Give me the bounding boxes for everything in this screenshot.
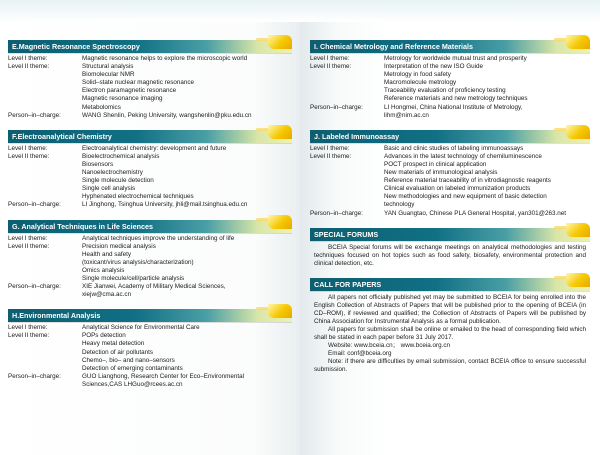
top-band — [0, 0, 300, 22]
level2-item: Hyphenated electrochemical techniques — [82, 193, 194, 201]
right-page — [300, 0, 600, 455]
section-title-bar — [310, 278, 590, 291]
section-title: E.Magnetic Resonance Spectroscopy — [12, 42, 140, 51]
call-for-papers-section — [310, 278, 590, 374]
level1-label: Level I theme: — [8, 234, 48, 242]
decorative-tab — [268, 35, 292, 49]
level2-item: New materials of immunological analysis — [384, 169, 498, 177]
program-section — [8, 220, 292, 300]
program-section — [8, 130, 292, 210]
level1-label: Level I theme: — [310, 144, 350, 152]
person-row — [8, 201, 292, 209]
level1-row — [310, 55, 590, 63]
program-section — [310, 130, 590, 218]
level2-label: Level II theme: — [8, 63, 50, 71]
level2-row — [310, 63, 590, 71]
level2-label: Level II theme: — [8, 152, 50, 160]
program-section — [8, 309, 292, 389]
person-label: Person–in–charge: — [8, 283, 61, 291]
level2-item: Biomolecular NMR — [82, 71, 135, 79]
decorative-tab — [566, 273, 590, 287]
person-label: Person–in–charge: — [310, 209, 363, 217]
level2-item: POCT prospect in clinical application — [384, 160, 487, 168]
person-value: LI Hongmei, China National Institute of Metrology, — [384, 103, 523, 111]
section-title-bar — [8, 220, 292, 233]
level2-item: Precision medical analysis — [82, 242, 156, 250]
right-sections — [310, 40, 590, 218]
person-value: GUO Lianghong, Research Center for Eco–Environmental — [82, 372, 245, 380]
website-line: Website: www.bceia.cn； www.bceia.org.cn — [328, 341, 451, 349]
level2-item: Biosensors — [82, 160, 114, 168]
level2-item: Reference materials and new metrology techniques — [384, 95, 528, 103]
level2-label: Level II theme: — [310, 63, 352, 71]
person-value: LI Jinghong, Tsinghua University, jhli@mail.tsinghua.edu.cn — [82, 201, 248, 209]
level2-item: Clinical evaluation on labeled immunization products — [384, 185, 531, 193]
level1-row — [8, 55, 292, 63]
section-title: F.Electroanalytical Chemistry — [12, 131, 112, 141]
person-label: Person–in–charge: — [310, 103, 363, 111]
level2-item: Interpretation of the new ISO Guide — [384, 63, 484, 71]
section-title-bar — [8, 130, 292, 143]
program-section — [310, 40, 590, 120]
level2-label: Level II theme: — [310, 152, 352, 160]
level1-value: Magnetic resonance helps to explore the microscopic world — [82, 55, 248, 62]
level2-item: Traceability evaluation of proficiency testing — [384, 87, 506, 95]
level2-item: Detection of emerging contaminants — [82, 364, 183, 372]
level2-item: Detection of air pollutants — [82, 348, 154, 356]
person-row — [8, 373, 292, 381]
level2-item: Omics analysis — [82, 266, 125, 274]
person-label: Person–in–charge: — [8, 201, 61, 209]
level2-item: Magnetic resonance imaging — [82, 95, 163, 103]
person-row — [310, 104, 590, 112]
level1-label: Level I theme: — [8, 55, 48, 62]
section-title: CALL FOR PAPERS — [314, 279, 382, 289]
section-title-bar — [310, 40, 590, 53]
person-value: Sciences,CAS LHGuo@rcees.ac.cn — [82, 380, 183, 388]
program-section — [8, 40, 292, 120]
level2-label: Level II theme: — [8, 242, 50, 250]
person-label: Person–in–charge: — [8, 372, 61, 380]
section-title-bar — [310, 228, 590, 241]
level2-row — [310, 153, 590, 161]
special-forums-section — [310, 228, 590, 268]
level2-row — [8, 243, 292, 251]
level2-item: New methodologies and new equipment of basic detection — [384, 193, 547, 201]
level2-item: Metabolomics — [82, 103, 121, 111]
section-title: G. Analytical Techniques in Life Sciences — [12, 221, 153, 231]
section-title: SPECIAL FORUMS — [314, 229, 379, 239]
person-value: XIE Jianwei, Academy of Military Medical Sciences, — [82, 283, 226, 291]
decorative-tab — [566, 223, 590, 237]
call-paragraph: Note: if there are difficulties by email submission, contact BCEIA office to ensure successful submission. — [314, 357, 586, 373]
level2-label: Level II theme: — [8, 332, 50, 340]
top-band — [300, 0, 600, 22]
call-paragraph: All papers not officially published yet may be submitted to BCEIA for being enrolled into the English Collection of Abstracts of Papers that will be published prior to the opening of BCEIA (in CD–ROM), if reviewed and qualified; the Collection of Abstracts of Papers will be published by China Association for Instrumental Analysis as a formal publication. — [314, 293, 586, 325]
level2-item: Advances in the latest technology of chemiluminescence — [384, 152, 542, 160]
decorative-tab — [566, 125, 590, 139]
level1-value: Basic and clinic studies of labeling immunoassays — [384, 144, 524, 152]
person-row — [8, 112, 292, 120]
person-value: xiejw@cma.ac.cn — [82, 291, 132, 299]
person-label: Person–in–charge: — [8, 111, 61, 119]
person-value: lihm@nim.ac.cn — [384, 111, 429, 119]
decorative-tab — [268, 304, 292, 318]
person-value: WANG Shenlin, Peking University, wangshenlin@pku.edu.cn — [82, 111, 252, 119]
decorative-tab — [268, 215, 292, 229]
level2-item: Bioelectrochemical analysis — [82, 152, 160, 160]
level2-item: Macromolecule metrology — [384, 79, 457, 87]
level2-item: Single molecule detection — [82, 177, 154, 185]
left-sections — [8, 40, 292, 389]
email-line: Email: conf@bceia.org — [328, 349, 392, 357]
level1-row — [8, 145, 292, 153]
level2-row — [8, 153, 292, 161]
level2-item: POPs detection — [82, 332, 126, 340]
level2-item: Chemo–, bio– and nano–sensors — [82, 356, 175, 364]
level2-item: Single molecule/cell/particle analysis — [82, 274, 185, 282]
level2-item: technology — [384, 201, 415, 209]
level2-item: Solid–state nuclear magnetic resonance — [82, 79, 195, 87]
section-title: H.Environmental Analysis — [12, 311, 101, 321]
level2-item: Electron paramagnetic resonance — [82, 87, 177, 95]
level2-row — [8, 332, 292, 340]
level1-label: Level I theme: — [8, 144, 48, 152]
section-title-bar — [8, 309, 292, 322]
level2-item: Nanoelectrochemistry — [82, 169, 143, 177]
person-row — [310, 210, 590, 218]
level2-row — [8, 63, 292, 71]
level2-item: Health and safety — [82, 250, 132, 258]
person-value: YAN Guangtao, Chinese PLA General Hospital, yan301@263.net — [384, 209, 567, 217]
level2-item: Single cell analysis — [82, 185, 136, 193]
level2-item: Heavy metal detection — [82, 340, 145, 348]
section-title-bar — [8, 40, 292, 53]
forums-text: BCEIA Special forums will be exchange meetings on analytical methodologies and testing techniques focused on hot topics such as food safety, biosafety, environmental protection and clinical detection, etc. — [314, 243, 586, 267]
level2-item: Metrology in food safety — [384, 71, 451, 79]
call-paragraph: All papers for submission shall be online or emailed to the head of corresponding field which shall be stated in each paper before 31 July 2017. — [314, 325, 586, 341]
level1-value: Electroanalytical chemistry: development and future — [82, 144, 227, 152]
level1-row — [310, 145, 590, 153]
level2-item: Structural analysis — [82, 63, 134, 71]
level1-row — [8, 324, 292, 332]
decorative-tab — [268, 125, 292, 139]
level2-item: Reference material traceability of in vitrodiagnostic reagents — [384, 177, 551, 185]
section-title: J. Labeled Immunoassay — [314, 131, 400, 141]
section-title-bar — [310, 130, 590, 143]
level1-value: Analytical techniques improve the understanding of life — [82, 234, 235, 242]
level1-label: Level I theme: — [310, 55, 350, 62]
section-title: I. Chemical Metrology and Reference Materials — [314, 42, 473, 51]
decorative-tab — [566, 35, 590, 49]
level1-value: Metrology for worldwide mutual trust and prosperity — [384, 55, 527, 62]
person-row — [8, 283, 292, 291]
level1-label: Level I theme: — [8, 324, 48, 332]
level2-item: (toxicant/virus analysis/characterization) — [82, 258, 194, 266]
level1-row — [8, 235, 292, 243]
level1-value: Analytical Science for Environmental Care — [82, 324, 200, 332]
